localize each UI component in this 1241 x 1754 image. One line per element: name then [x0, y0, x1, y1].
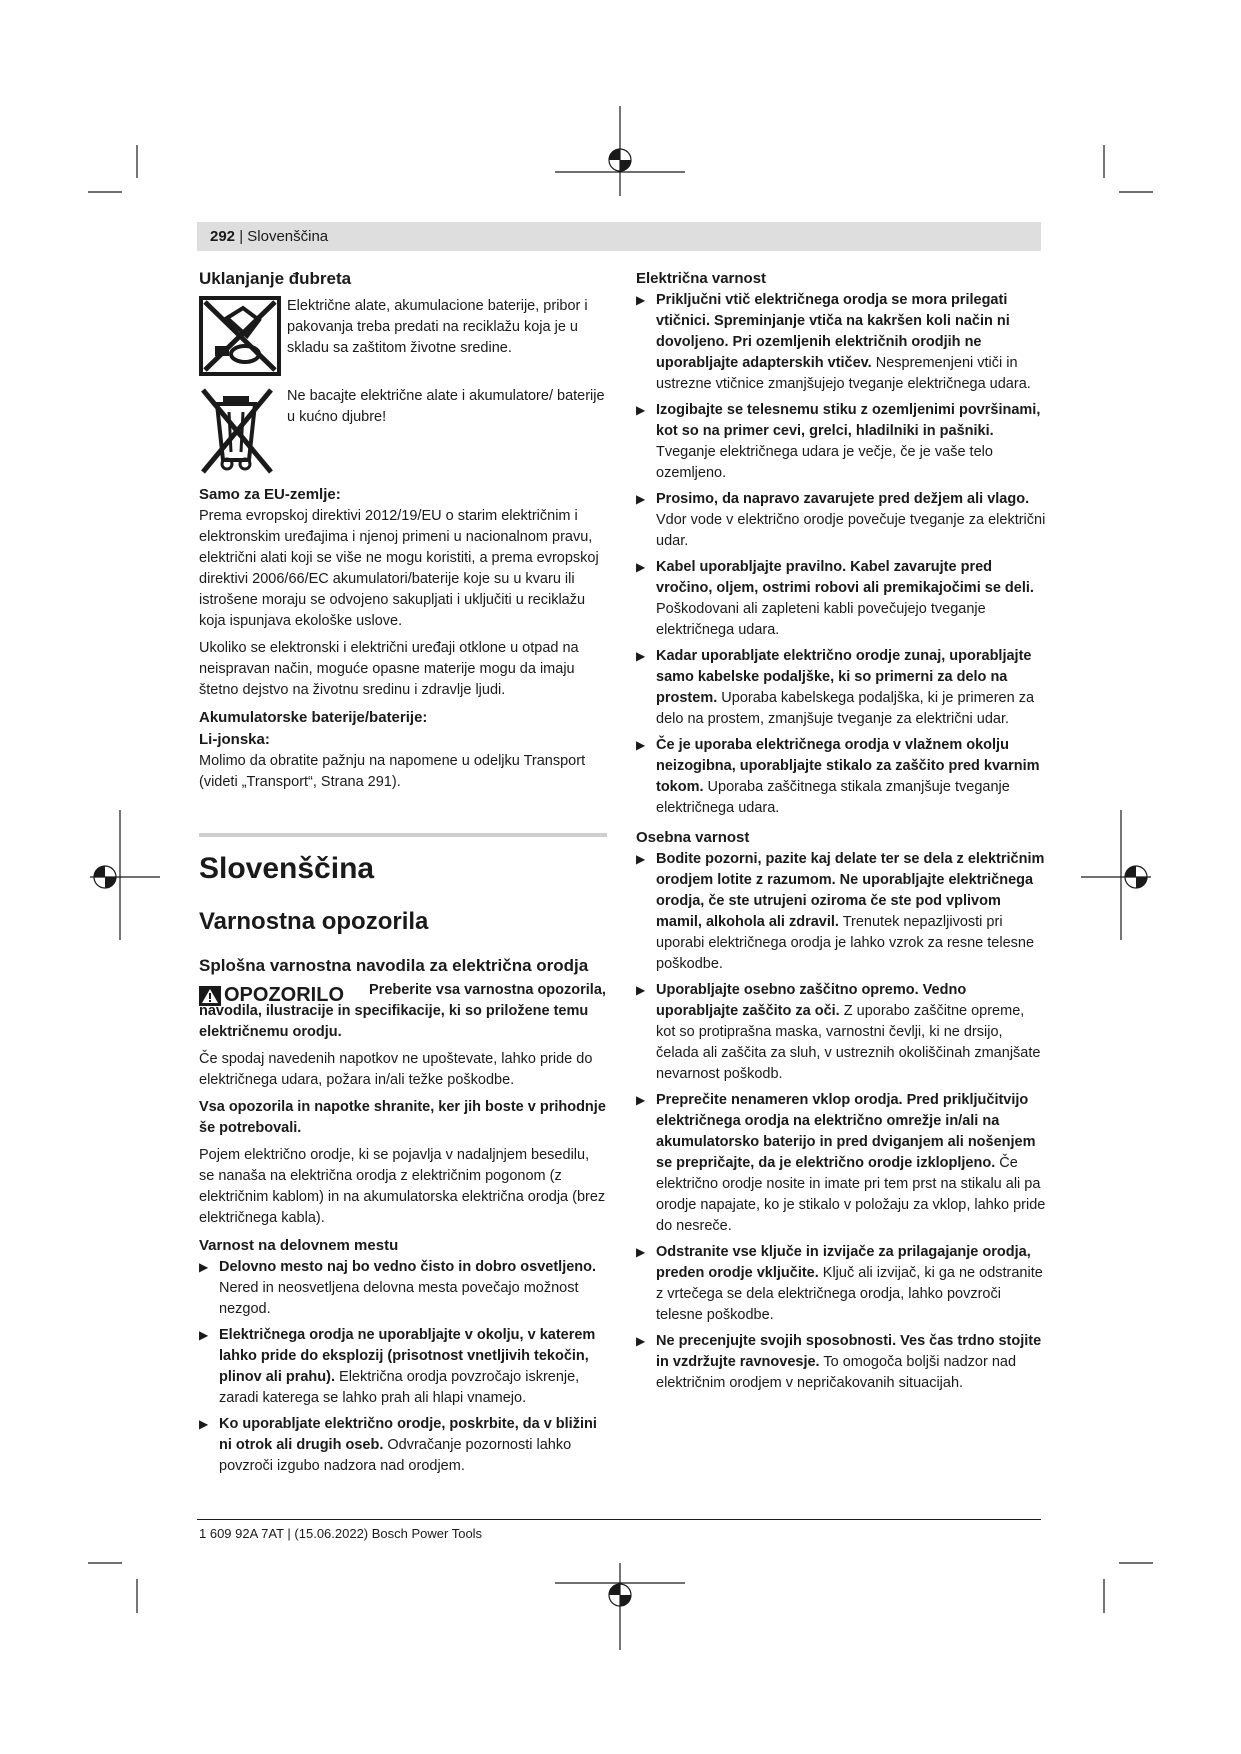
list-item: ▶ Ne precenjujte svojih sposobnosti. Ves čas trdno stojite in vzdržujte ravnovesje. To omogoča boljši nadzor nad električnim orodjem v nepričakovanih situacijah. — [636, 1333, 1042, 1391]
bullet-icon: ▶ — [636, 852, 646, 866]
list-item: ▶ Izogibajte se telesnemu stiku z ozemljenimi površinami, kot so na primer cevi, grelci, hladilniki in pašniki. Tveganje električnega udara je večje, če je vaše telo ozemljeno. — [636, 402, 1041, 481]
header-language: Slovenščina — [247, 228, 329, 245]
list-item: ▶ Preprečite nenameren vklop orodja. Pred priključitvijo električnega orodja na električno omrežje in/ali na akumulatorsko baterijo in pred dviganjem ali nošenjem se prepričajte, da je električno orodje izklopljeno. Če električno orodje nosite in imate pri tem prst na stikalu ali pa orodje napajate, ko je stikalo v položaju za vklop, lahko pride do nesreče. — [636, 1092, 1046, 1234]
eu-text-1: Prema evropskoj direktivi 2012/19/EU o starim električnim i elektronskim uređajima i njenoj primeni u nacionalnom pravu, električni alati koji se više ne mogu koristiti, a prema evropskoj direktivi 2006/66/EC akumulatori/baterije koje su u kvaru ili istrošene moraju se odvojeno sakupljati i uključiti u reciklažu koja ispunjava ekološke uslove. — [199, 508, 599, 629]
bullet-icon: ▶ — [636, 293, 646, 307]
left-column — [199, 268, 607, 1485]
workplace-heading: Varnost na delovnem mestu — [199, 1237, 399, 1254]
list-item: ▶ Priključni vtič električnega orodja se mora prilegati vtičnici. Spreminjanje vtiča na kakršen koli način ni dovoljeno. Pri ozemljenih električnih orodjih ne uporabljajte adapterskih vtičev. Nespremenjeni vtiči in ustrezne vtičnice zmanjšujejo tveganje električnega udara. — [636, 292, 1031, 392]
header-separator: | — [235, 228, 248, 245]
right-column — [636, 268, 1046, 1402]
crossed-bin-icon — [199, 386, 285, 476]
page-header — [197, 222, 1041, 251]
list-item: ▶ Kadar uporabljate električno orodje zunaj, uporabljajte samo kabelske podaljške, ki so primerni za delo na prostem. Uporaba kabelskega podaljška, ki je primeren za delo na prostem, zmanjšuje tveganje za električni udar. — [636, 648, 1035, 727]
disposal-bin-row — [199, 386, 607, 476]
eu-text-2: Ukoliko se elektronski i električni uređaji otklone u otpad na neispravan način, moguće opasne materije mogu da imaju štetno dejstvo na životnu sredinu i zdravlje ljudi. — [199, 640, 579, 698]
bullet-icon: ▶ — [636, 983, 646, 997]
liion-heading: Li-jonska: — [199, 731, 270, 748]
page-number: 292 — [210, 228, 236, 245]
bullet-icon: ▶ — [636, 560, 646, 574]
footer-rule — [197, 1519, 1041, 1520]
list-item: ▶ Kabel uporabljajte pravilno. Kabel zavarujte pred vročino, oljem, ostrimi robovi ali premikajočimi se deli. Poškodovani ali zapleteni kabli povečujejo tveganje električnega udara. — [636, 559, 1034, 638]
bullet-icon: ▶ — [636, 403, 646, 417]
page-footer: 1 609 92A 7AT | (15.06.2022) Bosch Power Tools — [199, 1526, 483, 1541]
list-item: ▶ Bodite pozorni, pazite kaj delate ter se dela z električnim orodjem lotite z razumom. Ne uporabljajte električnega orodja, če ste utrujeni oziroma če ste pod vplivom mamil, alkohola ali zdravil. Trenutek nepazljivosti pri uporabi električnega orodja je lahko vzrok za resne telesne poškodbe. — [636, 851, 1045, 972]
bullet-icon: ▶ — [199, 1260, 209, 1274]
liion-text: Molimo da obratite pažnju na napomene u odeljku Transport (videti „Transport“, Strana 291). — [199, 753, 586, 790]
battery-heading: Akumulatorske baterije/baterije: — [199, 709, 428, 726]
bullet-icon: ▶ — [199, 1328, 209, 1342]
disposal-text-1: Električne alate, akumulacione baterije, pribor i pakovanja treba predati na reciklažu koja je u skladu sa zaštitom životne sredine. — [287, 298, 588, 356]
disposal-recycle-row — [199, 296, 607, 378]
bullet-icon: ▶ — [636, 1093, 646, 1107]
no-waste-bin-icon — [199, 296, 285, 378]
personal-list — [636, 849, 1046, 1394]
bullet-icon: ▶ — [636, 738, 646, 752]
safety-title: Varnostna opozorila — [199, 908, 429, 935]
personal-heading: Osebna varnost — [636, 829, 750, 846]
term-text: Pojem električno orodje, ki se pojavlja v nadaljnjem besedilu, se nanaša na električna orodja z električnim pogonom (z električnim kablom) in na akumulatorska električna orodja (brez električnega kabla). — [199, 1147, 606, 1226]
section-divider — [199, 833, 607, 837]
disposal-text-2: Ne bacajte električne alate i akumulatore/ baterije u kućno djubre! — [287, 388, 605, 425]
list-item: ▶ Če je uporaba električnega orodja v vlažnem okolju neizogibna, uporabljajte stikalo za zaščito pred kvarnim tokom. Uporaba zaščitnega stikala zmanjšuje tveganje električnega udara. — [636, 737, 1040, 816]
warning-text: Če spodaj navedenih napotkov ne upoštevate, lahko pride do električnega udara, požara in/ali težke poškodbe. — [199, 1051, 593, 1088]
general-heading: Splošna varnostna navodila za električna orodja — [199, 956, 589, 975]
bullet-icon: ▶ — [636, 649, 646, 663]
bullet-icon: ▶ — [199, 1417, 209, 1431]
bullet-icon: ▶ — [636, 1245, 646, 1259]
list-item: ▶ Odstranite vse ključe in izvijače za prilagajanje orodja, preden orodje vključite. Ključ ali izvijač, ki ga ne odstranite z vrtečega se dela električnega orodja, lahko povzroči telesne poškodbe. — [636, 1244, 1043, 1323]
keep-instructions: Vsa opozorila in napotke shranite, ker jih boste v prihodnje še potrebovali. — [199, 1099, 606, 1136]
disposal-title: Uklanjanje đubreta — [199, 269, 352, 288]
warning-label: OPOZORILO — [224, 984, 344, 1006]
eu-heading: Samo za EU-zemlje: — [199, 486, 341, 503]
bullet-icon: ▶ — [636, 492, 646, 506]
list-item: ▶ Prosimo, da napravo zavarujete pred dežjem ali vlago. Vdor vode v električno orodje povečuje tveganje za električni udar. — [636, 491, 1046, 549]
warning-block — [199, 983, 607, 1091]
section-title: Slovenščina — [199, 852, 375, 885]
list-item: ▶ Delovno mesto naj bo vedno čisto in dobro osvetljeno. Nered in neosvetljena delovna mesta povečajo možnost nezgod. — [199, 1259, 597, 1317]
list-item: ▶ Ko uporabljate električno orodje, poskrbite, da v bližini ni otrok ali drugih oseb. Odvračanje pozornosti lahko povzroči izgubo nadzora nad orodjem. — [199, 1416, 597, 1474]
electrical-list — [636, 290, 1046, 819]
electrical-heading: Električna varnost — [636, 270, 767, 287]
warning-lead: Preberite vsa varnostna opozorila, navodila, ilustracije in specifikacije, ki so priložene temu električnemu orodju. — [199, 982, 606, 1040]
workplace-list — [199, 1257, 607, 1477]
bullet-icon: ▶ — [636, 1334, 646, 1348]
list-item: ▶ Električnega orodja ne uporabljajte v okolju, v katerem lahko pride do eksplozij (prisotnost vnetljivih tekočin, plinov ali prahu). Električna orodja povzročajo iskrenje, zaradi katerega se lahko prah ali hlapi vnamejo. — [199, 1327, 596, 1406]
list-item: ▶ Uporabljajte osebno zaščitno opremo. Vedno uporabljajte zaščito za oči. Z uporabo zaščitne opreme, kot so protiprašna maska, varnostni čevlji, ki ne drsijo, čelada ali zaščita za sluh, v ustreznih okoliščinah zmanjšate nevarnost poškodb. — [636, 982, 1041, 1082]
